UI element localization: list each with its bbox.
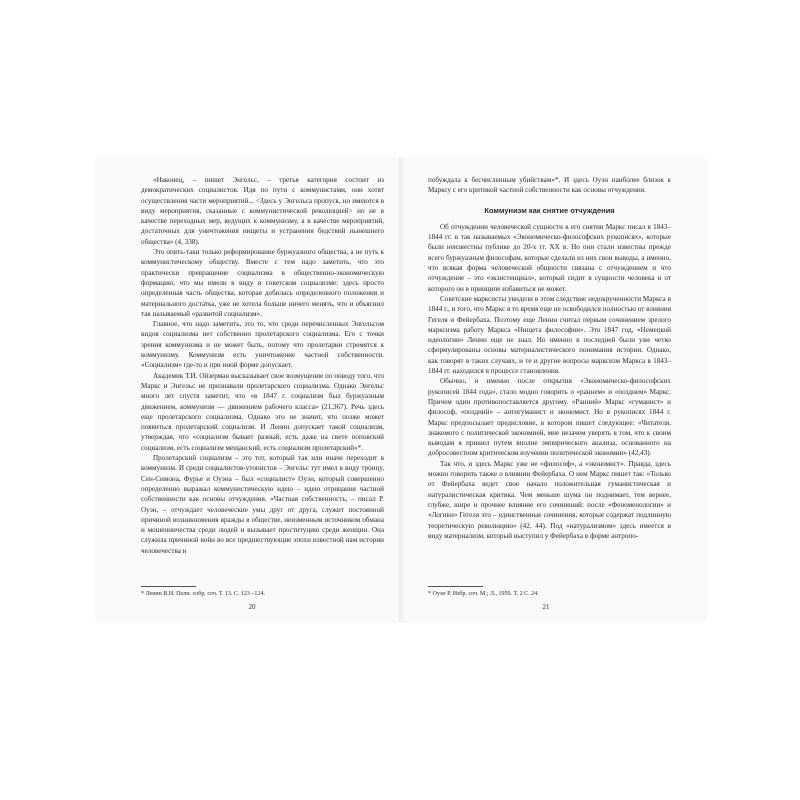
right-paragraph-2: Об отчуждении человеческой сущности в его снятии Маркс писал в 1843–1844 гг. в так называемых «Экономическо-философских рукописях», которые были неизвестны публике до 20-х гг. XX в. Но они стали известны прежде всего буржуазным философам, которые сделали из них свои выводы, а именно, что всякая форма человеческой общности связана с отчуждением и что отчуждение – это «экзистенциал», который сидит в сущности человека и от которого он в принципе избавиться не может. <box>428 222 671 293</box>
right-page <box>428 175 671 579</box>
left-paragraph-5: Пролетарский социализм – это тот, который так или иначе переходит в коммунизм. И среди социалистов-утопистов – Энгельс тут имел в виду троицу, Сен-Симона, Фурье и Оуэна – был «социалист» Оуэн, который совершенно определенно выражал коммунистическую идею – идею отрицания частной собственности как основы отчуждения. «Частная собственность, – писал Р. Оуэн, – отчуждает человеческие умы друг от друга, служит постоянной причиной возникновения вражды в обществе, неизменным источником обмана и мошенничества среди людей и вызывает проституцию среди женщин. Она служила причиной войн во все предшествующие эпохи известной нам истории человечества и <box>141 454 384 555</box>
right-page-body <box>428 175 671 579</box>
left-page <box>141 175 384 579</box>
right-paragraph-5: Так что, и здесь Маркс уже не «философ», а «экономист». Правда, здесь можно говорить также о влиянии Фейербаха. О нем Маркс пишет так: «Только от Фейербаха ведет свое начало положительная гуманистическая и натуралистическая критика. Чем меньше шума он поднимает, тем вернее, глубже, шире и прочнее влияние его сочинений: после «Феноменологии» и «Логики» Гегеля это – единственные сочинения, которые содержат подлинную теоретическую революцию» (42, 44). Под «натурализмом» здесь имеется в виду материализм, который выступил у Фейербаха в форме антропо- <box>428 459 671 540</box>
left-paragraph-4: Академик Т.И. Ойзерман высказывает свое возмущение по поводу того, что Маркс и Энгельс не признавали пролетарского социализма. Однако Энгельс много лет спустя заметит, что «в 1847 г. социализм был буржуазным движением, коммунизм — движением рабочего класса» (21,367). Речь здесь еще пролетарского социализма. Однако это не значит, что позже может появиться пролетарский социализм. И Ленин допускает такой социализм, утверждая, что «социализм бывает разный, есть даже на свете поповский социализм, есть социализм мещанский, есть социализм пролетарский»*. <box>141 371 384 452</box>
left-footnote-rule <box>141 586 196 587</box>
book-gutter <box>399 158 405 622</box>
left-page-body <box>141 175 384 579</box>
right-paragraph-1: побуждала к бесчисленным убийствам»*. И здесь Оуэн наиболее близок к Марксу с его критикой частной собственности как основы отчуждения. <box>428 176 671 195</box>
right-page-number: 21 <box>542 603 550 611</box>
left-page-number: 20 <box>248 603 256 611</box>
left-paragraph-3: Главное, что надо заметить, это то, что среди перечисленных Энгельсом видов социализма нет собственно пролетарского социализма. Его с точки зрения коммунизма и не может быть, потому что пролетарии стремятся к коммунизму. Коммунизм есть уничтожение частной собственности. «Социализм» где-то и при иной форме допускает. <box>141 320 384 370</box>
left-paragraph-2: Это опять-таки только реформирование буржуазного общества, а не путь к коммунистическому обществу. Вместе с тем надо заметить, что это практически превращение социализма в общественно-экономическую формацию, что мы имели в виду в советском социализме: здесь просто определенная часть общества, которая добилась определенного положения и материального достатка, уже не хотела больше ничего менять, что и объяснил так называемый «развитой социализм». <box>141 248 384 318</box>
right-paragraph-4: Обычно, и именно после открытия «Экономическо-философских рукописей 1844 года», стало модно говорить о «раннем» и «позднем» Маркс. Причем один противопоставляется другому. «Ранний» Маркс «гуманист» и философ, «поздний» – антигуманист и экономист. Но в рукописях 1844 г. Маркс предпосылает предисловие, в котором пишет следующее: «Читателя, знакомого с политической экономией, мне незачем уверять в том, что к своим выводам я пришел путем вполне эмпирического анализа, основанного на добросовестном критическом изучении политической экономии» (42,43). <box>428 377 671 458</box>
right-paragraph-3: Советские марксисты увидели в этом следствие недокрученности Маркса в 1844 г., и того, что Маркс в то время еще не освободился полностью от влияния Гегеля и Фейербаха. Поэтому еще Ленин считал первым сочинением зрелого марксизма работу Маркса «Нищета философии». Это 1847 год, «Немецкой идеологии» Ленин еще не знал. Но именно в последней были уже четко сформулированы основы материалистического понимания истории. Однако, как говорят в таких случаях, и те и другие вопросы марксизм Маркса в 1843–1844 гг. находился в процессе становления. <box>428 294 671 376</box>
left-footnote: * Ленин В.И. Полн. собр. соч. Т. 13. С. 123 –124. <box>141 591 265 597</box>
section-heading: Коммунизм как снятие отчуждения <box>484 205 615 215</box>
left-paragraph-1: «Наконец, – пишет Энгельс, – третья категория состоит из демократических социалистов. Идя по пути с коммунистами, они хотят осуществления части мероприятий... <Здесь у Энгельса пропуск, но имеются в виду мероприятия, сказанные с коммунистической революцией> но не в качестве переходных мер, ведущих к коммунизму, а в качестве мероприятий, достаточных для уничтожения нищеты и устранения бедствий нынешнего общества» (4, 338). <box>141 176 384 246</box>
right-footnote-rule <box>428 586 483 587</box>
right-footnote: * Оуэн Р. Избр. соч. М.; Л., 1950. Т. 2 С. 24. <box>428 591 539 597</box>
